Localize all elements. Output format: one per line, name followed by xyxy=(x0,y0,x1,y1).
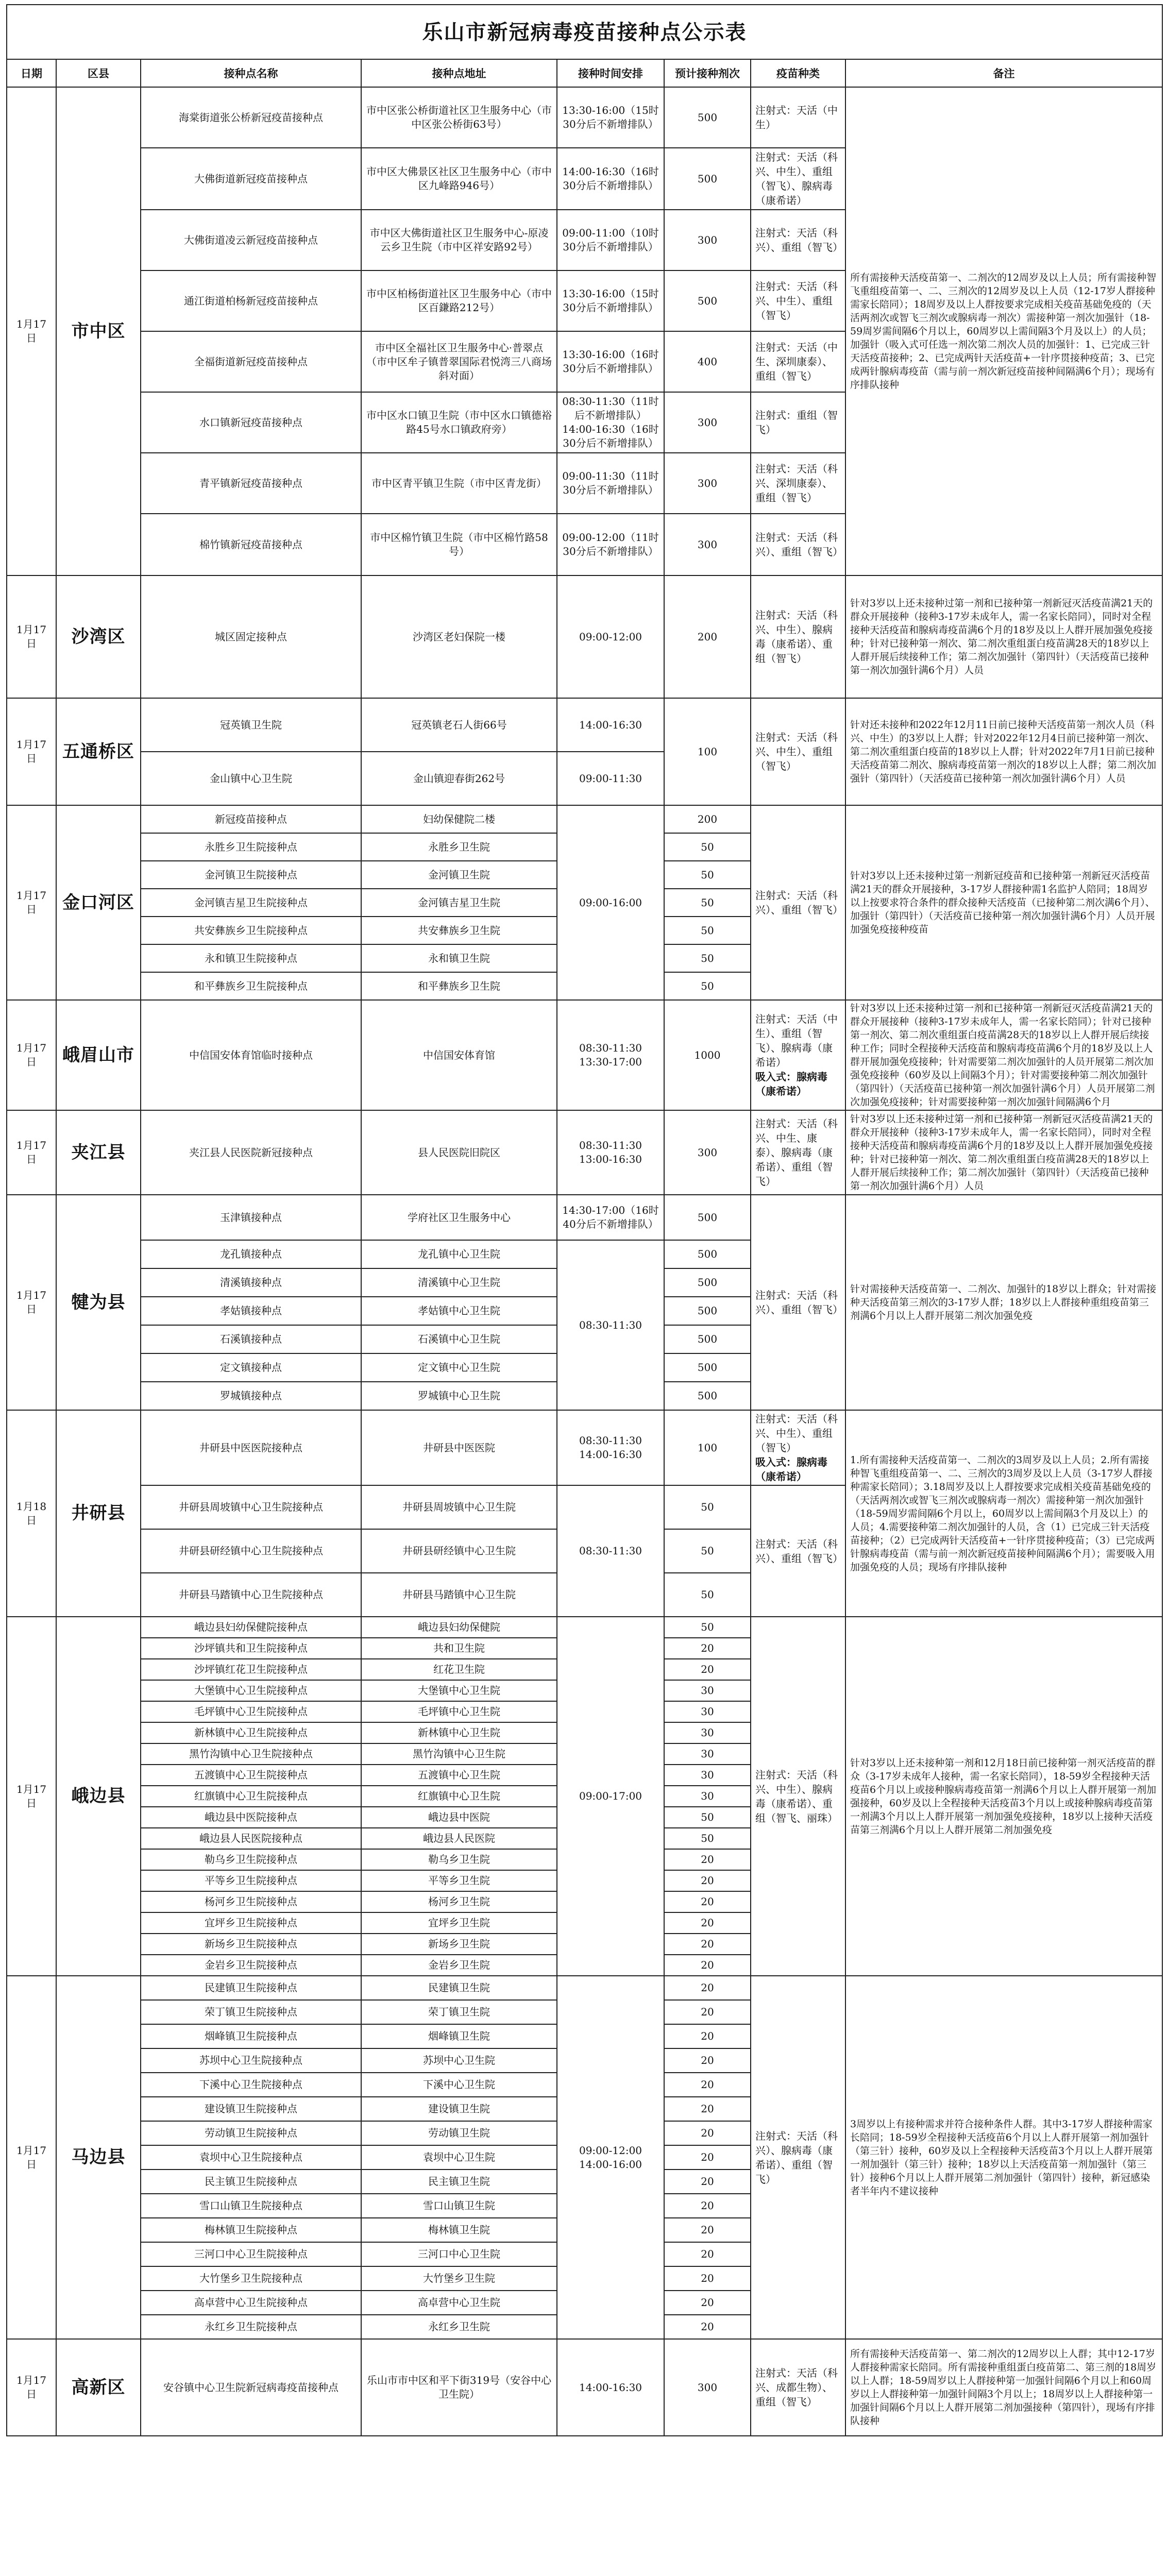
site-address-cell: 三河口中心卫生院 xyxy=(361,2242,557,2266)
site-name-cell: 袁坝中心卫生院接种点 xyxy=(141,2145,361,2170)
header-county: 区县 xyxy=(56,59,141,87)
doses-cell: 500 xyxy=(664,1268,751,1297)
site-name-cell: 五渡镇中心卫生院接种点 xyxy=(141,1765,361,1786)
site-address-cell: 孝姑镇中心卫生院 xyxy=(361,1297,557,1325)
doses-cell: 200 xyxy=(664,575,751,698)
doses-cell: 20 xyxy=(664,1934,751,1955)
site-address-cell: 毛坪镇中心卫生院 xyxy=(361,1701,557,1722)
site-address-cell: 井研县中医医院 xyxy=(361,1410,557,1485)
date-cell: 1月17日 xyxy=(7,2339,56,2436)
vaccine-inhaled-text: 吸入式：腺病毒（康希诺） xyxy=(755,1071,827,1097)
county-cell: 夹江县 xyxy=(56,1110,141,1195)
date-cell: 1月17日 xyxy=(7,1617,56,1976)
site-address-cell: 中信国安体育馆 xyxy=(361,1000,557,1110)
vaccine-injection-text: 注射式：天活（中生）、重组（智飞）、腺病毒（康希诺） xyxy=(755,1013,838,1069)
county-cell: 高新区 xyxy=(56,2339,141,2436)
site-address-cell: 乐山市市中区和平下街319号（安谷中心卫生院） xyxy=(361,2339,557,2436)
site-address-cell: 金山镇迎春街262号 xyxy=(361,752,557,805)
site-name-cell: 金山镇中心卫生院 xyxy=(141,752,361,805)
doses-cell: 30 xyxy=(664,1722,751,1743)
doses-cell: 300 xyxy=(664,210,751,270)
site-address-cell: 市中区青平镇卫生院（市中区青龙街） xyxy=(361,453,557,514)
site-name-cell: 梅林镇卫生院接种点 xyxy=(141,2218,361,2242)
date-cell: 1月17日 xyxy=(7,698,56,805)
vaccine-cell: 注射式：天活（科兴、中生）、重组（智飞）、腺病毒（康希诺） xyxy=(751,148,845,210)
vaccine-cell: 注射式：天活（科兴、深圳康泰）、重组（智飞） xyxy=(751,453,845,514)
site-address-cell: 平等乡卫生院 xyxy=(361,1870,557,1891)
doses-cell: 30 xyxy=(664,1786,751,1807)
site-address-cell: 共和卫生院 xyxy=(361,1638,557,1659)
site-name-cell: 三河口中心卫生院接种点 xyxy=(141,2242,361,2266)
schedule-cell: 13:30-16:00（15时30分后不新增排队） xyxy=(557,87,664,148)
site-name-cell: 峨边县中医院接种点 xyxy=(141,1807,361,1828)
site-name-cell: 峨边县人民医院接种点 xyxy=(141,1828,361,1849)
header-doses: 预计接种剂次 xyxy=(664,59,751,87)
site-address-cell: 烟峰镇卫生院 xyxy=(361,2024,557,2048)
site-address-cell: 市中区大佛景区社区卫生服务中心（市中区九峰路946号） xyxy=(361,148,557,210)
notes-cell: 针对3岁以上还未接种过第一剂和已接种第一剂新冠灭活疫苗满21天的群众开展接种（接种3-17岁未成年人，需一名家长陪同），同时对全程接种天活疫苗和腺病毒疫苗满6个月的18岁及以上人群开展加强免疫接种；针对已接种第一剂次、第二剂次重组蛋白疫苗满28天的18岁以上人群开展后续接种工作；第二剂次加强针（第四针）（天活疫苗已接种第一剂次加强针满6个月）人员 xyxy=(845,575,1162,698)
vaccination-table xyxy=(6,4,1163,2436)
site-address-cell: 荣丁镇卫生院 xyxy=(361,2000,557,2024)
doses-cell: 20 xyxy=(664,2024,751,2048)
doses-cell: 50 xyxy=(664,944,751,972)
vaccine-cell: 注射式：天活（科兴）、重组（智飞） xyxy=(751,514,845,575)
site-address-cell: 井研县研经镇中心卫生院 xyxy=(361,1529,557,1573)
county-cell: 五通桥区 xyxy=(56,698,141,805)
schedule-cell: 14:00-16:30 xyxy=(557,2339,664,2436)
doses-cell: 20 xyxy=(664,2315,751,2339)
page xyxy=(6,4,1162,2436)
site-name-cell: 定文镇接种点 xyxy=(141,1353,361,1382)
schedule-cell: 08:30-11:30 13:30-17:00 xyxy=(557,1000,664,1110)
county-cell: 峨边县 xyxy=(56,1617,141,1976)
site-address-cell: 袁坝中心卫生院 xyxy=(361,2145,557,2170)
schedule-cell: 14:00-16:30（16时30分后不新增排队） xyxy=(557,148,664,210)
date-cell: 1月17日 xyxy=(7,1000,56,1110)
site-name-cell: 宜坪乡卫生院接种点 xyxy=(141,1912,361,1934)
schedule-cell: 09:00-12:00 14:00-16:00 xyxy=(557,1976,664,2339)
schedule-cell: 08:30-11:30（11时后不新增排队）14:00-16:30（16时30分后不新增排队） xyxy=(557,392,664,453)
site-address-cell: 罗城镇中心卫生院 xyxy=(361,1382,557,1410)
site-address-cell: 民主镇卫生院 xyxy=(361,2170,557,2194)
doses-cell: 30 xyxy=(664,1765,751,1786)
doses-cell: 20 xyxy=(664,2145,751,2170)
site-name-cell: 全福街道新冠疫苗接种点 xyxy=(141,331,361,392)
site-address-cell: 民建镇卫生院 xyxy=(361,1976,557,2000)
vaccine-cell: 注射式：天活（科兴、中生）、重组（智飞） xyxy=(751,270,845,331)
table-row xyxy=(7,1000,1162,1110)
schedule-cell: 09:00-12:00（11时30分后不新增排队） xyxy=(557,514,664,575)
doses-cell: 50 xyxy=(664,1573,751,1617)
site-address-cell: 市中区全福社区卫生服务中心·普翠点（市中区牟子镇普翠国际君悦湾三八商场斜对面） xyxy=(361,331,557,392)
site-address-cell: 共安彝族乡卫生院 xyxy=(361,917,557,944)
site-address-cell: 峨边县中医院 xyxy=(361,1807,557,1828)
site-name-cell: 杨河乡卫生院接种点 xyxy=(141,1891,361,1912)
site-name-cell: 民主镇卫生院接种点 xyxy=(141,2170,361,2194)
site-address-cell: 高卓营中心卫生院 xyxy=(361,2291,557,2315)
vaccine-injection-text: 注射式：天活（科兴、中生）、重组（智飞） xyxy=(755,1413,838,1454)
site-address-cell: 清溪镇中心卫生院 xyxy=(361,1268,557,1297)
site-name-cell: 雪口山镇卫生院接种点 xyxy=(141,2194,361,2218)
county-cell: 井研县 xyxy=(56,1410,141,1617)
site-name-cell: 沙坪镇红花卫生院接种点 xyxy=(141,1659,361,1680)
doses-cell: 20 xyxy=(664,2291,751,2315)
site-name-cell: 金河镇吉星卫生院接种点 xyxy=(141,889,361,917)
doses-cell: 50 xyxy=(664,1529,751,1573)
site-name-cell: 玉津镇接种点 xyxy=(141,1195,361,1240)
site-address-cell: 苏坝中心卫生院 xyxy=(361,2048,557,2073)
schedule-cell: 09:00-17:00 xyxy=(557,1617,664,1976)
site-address-cell: 金河镇吉星卫生院 xyxy=(361,889,557,917)
site-address-cell: 妇幼保健院二楼 xyxy=(361,805,557,833)
site-name-cell: 棉竹镇新冠疫苗接种点 xyxy=(141,514,361,575)
site-name-cell: 黑竹沟镇中心卫生院接种点 xyxy=(141,1743,361,1765)
doses-cell: 300 xyxy=(664,514,751,575)
doses-cell: 20 xyxy=(664,2000,751,2024)
schedule-cell: 13:30-16:00（16时30分后不新增排队） xyxy=(557,331,664,392)
site-name-cell: 海棠街道张公桥新冠疫苗接种点 xyxy=(141,87,361,148)
doses-cell: 500 xyxy=(664,87,751,148)
table-body xyxy=(7,87,1162,2436)
doses-cell: 400 xyxy=(664,331,751,392)
site-address-cell: 市中区棉竹镇卫生院（市中区棉竹路58号） xyxy=(361,514,557,575)
doses-cell: 500 xyxy=(664,1325,751,1353)
site-name-cell: 民建镇卫生院接种点 xyxy=(141,1976,361,2000)
vaccine-cell: 注射式：天活（科兴、成都生物）、重组（智飞） xyxy=(751,2339,845,2436)
doses-cell: 500 xyxy=(664,1195,751,1240)
vaccine-cell: 注射式：天活（中生） xyxy=(751,87,845,148)
table-row xyxy=(7,87,1162,148)
site-name-cell: 罗城镇接种点 xyxy=(141,1382,361,1410)
table-row xyxy=(7,1976,1162,2000)
doses-cell: 20 xyxy=(664,2073,751,2097)
schedule-cell: 09:00-11:00（10时30分后不新增排队） xyxy=(557,210,664,270)
notes-cell: 针对还未接种和2022年12月11日前已接种天活疫苗第一剂次人员（科兴、中生）的3岁以上人群；针对2022年12月4日前已接种第一剂次、第二剂次重组蛋白疫苗的18岁以上人群；针对2022年7月1日前已接种天活疫苗第二剂次、腺病毒疫苗第一剂次的18岁以上人群；第二剂次加强针（第四针）（天活疫苗已接种第一剂次加强针满6个月）人员 xyxy=(845,698,1162,805)
vaccine-cell: 注射式：重组（智飞） xyxy=(751,392,845,453)
doses-cell: 20 xyxy=(664,1849,751,1870)
date-cell: 1月17日 xyxy=(7,87,56,575)
site-address-cell: 劳动镇卫生院 xyxy=(361,2121,557,2145)
vaccine-cell: 注射式：天活（科兴）、重组（智飞） xyxy=(751,1485,845,1617)
table-row xyxy=(7,1617,1162,1638)
site-name-cell: 永胜乡卫生院接种点 xyxy=(141,833,361,861)
site-address-cell: 雪口山镇卫生院 xyxy=(361,2194,557,2218)
site-address-cell: 下溪中心卫生院 xyxy=(361,2073,557,2097)
site-name-cell: 金河镇卫生院接种点 xyxy=(141,861,361,889)
site-name-cell: 石溪镇接种点 xyxy=(141,1325,361,1353)
site-name-cell: 龙孔镇接种点 xyxy=(141,1240,361,1268)
site-address-cell: 五渡镇中心卫生院 xyxy=(361,1765,557,1786)
site-name-cell: 大堡镇中心卫生院接种点 xyxy=(141,1680,361,1701)
doses-cell: 20 xyxy=(664,1659,751,1680)
site-address-cell: 红旗镇中心卫生院 xyxy=(361,1786,557,1807)
site-address-cell: 井研县马踏镇中心卫生院 xyxy=(361,1573,557,1617)
doses-cell: 20 xyxy=(664,1976,751,2000)
date-cell: 1月17日 xyxy=(7,1110,56,1195)
site-name-cell: 建设镇卫生院接种点 xyxy=(141,2097,361,2121)
doses-cell: 20 xyxy=(664,1870,751,1891)
site-address-cell: 市中区张公桥街道社区卫生服务中心（市中区张公桥街63号） xyxy=(361,87,557,148)
site-address-cell: 杨河乡卫生院 xyxy=(361,1891,557,1912)
doses-cell: 20 xyxy=(664,1638,751,1659)
table-row xyxy=(7,2339,1162,2436)
doses-cell: 500 xyxy=(664,148,751,210)
header-site-address: 接种点地址 xyxy=(361,59,557,87)
header-schedule: 接种时间安排 xyxy=(557,59,664,87)
doses-cell: 50 xyxy=(664,1617,751,1638)
vaccine-cell: 注射式：天活（科兴）、腺病毒（康希诺）、重组（智飞） xyxy=(751,1976,845,2339)
table-row xyxy=(7,1410,1162,1485)
vaccine-cell: 注射式：天活（科兴）、重组（智飞） xyxy=(751,1195,845,1410)
site-address-cell: 定文镇中心卫生院 xyxy=(361,1353,557,1382)
notes-cell: 所有需接种天活疫苗第一、第二剂次的12周岁以上人群；其中12-17岁人群接种需家长陪同。所有需接种重组蛋白疫苗第二、第三剂的18周岁以上人群；18-59周岁以上人群接种第一加强针间隔6个月以上和60周岁以上人群接种第一加强针间隔3个月以上；18周岁以上人群接种第一加强针间隔6个月以上人群开展第二剂加强接种（第四针），现场有序排队接种 xyxy=(845,2339,1162,2436)
doses-cell: 30 xyxy=(664,1701,751,1722)
site-name-cell: 勒乌乡卫生院接种点 xyxy=(141,1849,361,1870)
header-notes: 备注 xyxy=(845,59,1162,87)
doses-cell: 300 xyxy=(664,453,751,514)
doses-cell: 20 xyxy=(664,1912,751,1934)
site-address-cell: 县人民医院旧院区 xyxy=(361,1110,557,1195)
notes-cell: 3周岁以上有接种需求并符合接种条件人群。其中3-17岁人群接种需家长陪同；18-59岁全程接种天活疫苗6个月以上人群开展第一剂加强针（第三针）接种，60岁及以上全程接种天活疫苗3个月以上人群开展第一剂加强针（第三针）接种；18岁以上天活疫苗第一剂加强针（第三针）接种6个月以上人群开展第二剂加强针（第四针）接种，新冠感染者半年内不建议接种 xyxy=(845,1976,1162,2339)
doses-cell: 50 xyxy=(664,889,751,917)
doses-cell: 20 xyxy=(664,2218,751,2242)
header-site-name: 接种点名称 xyxy=(141,59,361,87)
site-name-cell: 新林镇中心卫生院接种点 xyxy=(141,1722,361,1743)
site-address-cell: 宜坪乡卫生院 xyxy=(361,1912,557,1934)
date-cell: 1月17日 xyxy=(7,1195,56,1410)
doses-cell: 100 xyxy=(664,1410,751,1485)
notes-cell: 针对3岁以上还未接种过第一剂新冠疫苗和已接种第一剂新冠灭活疫苗满21天的群众开展接种，3-17岁人群接种需1名监护人陪同；18周岁以上按要求符合条件的群众接种天活疫苗（已接种第二剂次满6个月）、加强针（第四针）（天活疫苗已接种第一剂次加强针满6个月）人员开展加强免疫接种疫苗 xyxy=(845,805,1162,1000)
county-cell: 金口河区 xyxy=(56,805,141,1000)
site-address-cell: 井研县周坡镇中心卫生院 xyxy=(361,1485,557,1529)
site-name-cell: 金岩乡卫生院接种点 xyxy=(141,1955,361,1976)
site-name-cell: 苏坝中心卫生院接种点 xyxy=(141,2048,361,2073)
site-address-cell: 红花卫生院 xyxy=(361,1659,557,1680)
doses-cell: 30 xyxy=(664,1743,751,1765)
table-row xyxy=(7,1195,1162,1240)
notes-cell: 针对3岁以上还未接种第一剂和12月18日前已接种第一剂灭活疫苗的群众（3-17岁未成年人接种，需一名家长陪同），18-59岁全程接种天活疫苗6个月以上或接种腺病毒疫苗第一剂满6个月以上人群开展第一剂加强接种，60岁及以上全程接种天活疫苗3个月以上或接种腺病毒疫苗第一剂满3个月以上人群开展第一剂加强免疫接种，18岁以上接种天活疫苗第三剂满6个月以上人群开展第二剂加强免疫 xyxy=(845,1617,1162,1976)
site-name-cell: 烟峰镇卫生院接种点 xyxy=(141,2024,361,2048)
table-row xyxy=(7,1110,1162,1195)
doses-cell: 1000 xyxy=(664,1000,751,1110)
site-address-cell: 永胜乡卫生院 xyxy=(361,833,557,861)
site-name-cell: 井研县周坡镇中心卫生院接种点 xyxy=(141,1485,361,1529)
doses-cell: 50 xyxy=(664,861,751,889)
date-cell: 1月17日 xyxy=(7,805,56,1000)
doses-cell: 500 xyxy=(664,1353,751,1382)
doses-cell: 50 xyxy=(664,1485,751,1529)
site-name-cell: 井研县研经镇中心卫生院接种点 xyxy=(141,1529,361,1573)
vaccine-cell xyxy=(751,1410,845,1485)
header-vaccine-type: 疫苗种类 xyxy=(751,59,845,87)
site-name-cell: 新场乡卫生院接种点 xyxy=(141,1934,361,1955)
county-cell: 峨眉山市 xyxy=(56,1000,141,1110)
vaccine-cell: 注射式：天活（科兴、中生）、腺病毒（康希诺）、重组（智飞、丽珠） xyxy=(751,1617,845,1976)
schedule-cell: 13:30-16:00（15时30分后不新增排队） xyxy=(557,270,664,331)
site-name-cell: 劳动镇卫生院接种点 xyxy=(141,2121,361,2145)
vaccine-cell: 注射式：天活（科兴、中生）、重组（智飞） xyxy=(751,698,845,805)
doses-cell: 20 xyxy=(664,2121,751,2145)
site-name-cell: 清溪镇接种点 xyxy=(141,1268,361,1297)
site-name-cell: 高卓营中心卫生院接种点 xyxy=(141,2291,361,2315)
site-address-cell: 大竹堡乡卫生院 xyxy=(361,2266,557,2291)
site-name-cell: 平等乡卫生院接种点 xyxy=(141,1870,361,1891)
doses-cell: 50 xyxy=(664,917,751,944)
site-address-cell: 黑竹沟镇中心卫生院 xyxy=(361,1743,557,1765)
site-name-cell: 孝姑镇接种点 xyxy=(141,1297,361,1325)
vaccine-cell: 注射式：天活（科兴）、重组（智飞） xyxy=(751,805,845,1000)
site-address-cell: 大堡镇中心卫生院 xyxy=(361,1680,557,1701)
doses-cell: 50 xyxy=(664,1807,751,1828)
doses-cell: 500 xyxy=(664,1240,751,1268)
doses-cell: 30 xyxy=(664,1680,751,1701)
schedule-cell: 08:30-11:30 14:00-16:30 xyxy=(557,1410,664,1485)
doses-cell: 20 xyxy=(664,2048,751,2073)
site-address-cell: 市中区水口镇卫生院（市中区水口镇德裕路45号水口镇政府旁） xyxy=(361,392,557,453)
county-cell: 沙湾区 xyxy=(56,575,141,698)
doses-cell: 20 xyxy=(664,1891,751,1912)
site-address-cell: 冠英镇老石人街66号 xyxy=(361,698,557,752)
table-row xyxy=(7,698,1162,752)
site-address-cell: 沙湾区老妇保院一楼 xyxy=(361,575,557,698)
schedule-cell: 08:30-11:30 xyxy=(557,1485,664,1617)
date-cell: 1月17日 xyxy=(7,1976,56,2339)
schedule-cell: 09:00-16:00 xyxy=(557,805,664,1000)
site-address-cell: 峨边县人民医院 xyxy=(361,1828,557,1849)
doses-cell: 50 xyxy=(664,833,751,861)
doses-cell: 50 xyxy=(664,1828,751,1849)
site-name-cell: 新冠疫苗接种点 xyxy=(141,805,361,833)
site-name-cell: 井研县中医医院接种点 xyxy=(141,1410,361,1485)
site-name-cell: 峨边县妇幼保健院接种点 xyxy=(141,1617,361,1638)
doses-cell: 20 xyxy=(664,1955,751,1976)
site-address-cell: 市中区柏杨街道社区卫生服务中心（市中区百鎌路212号） xyxy=(361,270,557,331)
county-cell: 市中区 xyxy=(56,87,141,575)
doses-cell: 20 xyxy=(664,2097,751,2121)
site-name-cell: 和平彝族乡卫生院接种点 xyxy=(141,972,361,1000)
notes-cell: 针对需接种天活疫苗第一、二剂次、加强针的18岁以上群众；针对需接种天活疫苗第三剂次的3-17岁人群；18岁以上人群接种重组疫苗第三剂满6个月以上人群开展第二剂次加强免疫 xyxy=(845,1195,1162,1410)
schedule-cell: 08:30-11:30 xyxy=(557,1240,664,1410)
site-name-cell: 大竹堡乡卫生院接种点 xyxy=(141,2266,361,2291)
site-name-cell: 荣丁镇卫生院接种点 xyxy=(141,2000,361,2024)
site-address-cell: 市中区大佛街道社区卫生服务中心-原凌云乡卫生院（市中区祥安路92号） xyxy=(361,210,557,270)
schedule-cell: 14:00-16:30 xyxy=(557,698,664,752)
site-name-cell: 城区固定接种点 xyxy=(141,575,361,698)
site-name-cell: 沙坪镇共和卫生院接种点 xyxy=(141,1638,361,1659)
site-name-cell: 下溪中心卫生院接种点 xyxy=(141,2073,361,2097)
vaccine-cell: 注射式：天活（科兴、中生）、腺病毒（康希诺）、重组（智飞） xyxy=(751,575,845,698)
vaccine-cell xyxy=(751,1000,845,1110)
schedule-cell: 08:30-11:30 13:00-16:30 xyxy=(557,1110,664,1195)
site-name-cell: 大佛街道凌云新冠疫苗接种点 xyxy=(141,210,361,270)
site-name-cell: 井研县马踏镇中心卫生院接种点 xyxy=(141,1573,361,1617)
notes-cell: 针对3岁以上还未接种过第一剂和已接种第一剂新冠灭活疫苗满21天的群众开展接种（接种3-17岁未成年人，需一名家长陪同），同时对全程接种天活疫苗和腺病毒疫苗满6个月的18岁及以上人群开展加强免疫接种；针对已接种第一剂次、第二剂次重组蛋白疫苗满28天的18岁以上人群开展后续接种工作；第二剂次加强针（第四针）（天活疫苗已接种第一剂次加强针满6个月）人员 xyxy=(845,1110,1162,1195)
date-cell: 1月17日 xyxy=(7,575,56,698)
doses-cell: 20 xyxy=(664,2170,751,2194)
header-date: 日期 xyxy=(7,59,56,87)
site-address-cell: 石溪镇中心卫生院 xyxy=(361,1325,557,1353)
page-title: 乐山市新冠病毒疫苗接种点公示表 xyxy=(7,5,1162,59)
site-name-cell: 冠英镇卫生院 xyxy=(141,698,361,752)
county-cell: 马边县 xyxy=(56,1976,141,2339)
table-row xyxy=(7,805,1162,833)
vaccine-cell: 注射式：天活（中生、深圳康泰）、重组（智飞） xyxy=(751,331,845,392)
site-name-cell: 通江街道柏杨新冠疫苗接种点 xyxy=(141,270,361,331)
date-cell: 1月18日 xyxy=(7,1410,56,1617)
doses-cell: 500 xyxy=(664,1297,751,1325)
doses-cell: 20 xyxy=(664,2194,751,2218)
notes-cell: 针对3岁以上还未接种过第一剂和已接种第一剂新冠灭活疫苗满21天的群众开展接种（接种3-17岁未成年人，需一名家长陪同）；针对已接种第一剂次、第二剂次重组蛋白疫苗满28天的18岁以上人群开展后续接种工作；同时全程接种天活疫苗和腺病毒疫苗满6个月的18岁及以上人群开展加强免疫接种；针对需要第二剂次加强针的人员开展第二剂次加强免疫接种（60岁及以上间隔3个月）；针对需要接种第二剂次加强针（第四针）（天活疫苗已接种第一剂次加强针满6个月）人员开展第二剂次加强免疫接种；针对需要接种第一剂次加强针间隔满6个月 xyxy=(845,1000,1162,1110)
site-address-cell: 新场乡卫生院 xyxy=(361,1934,557,1955)
doses-cell: 100 xyxy=(664,698,751,805)
site-name-cell: 安谷镇中心卫生院新冠病毒疫苗接种点 xyxy=(141,2339,361,2436)
notes-cell: 1.所有需接种天活疫苗第一、二剂次的3周岁及以上人员；2.所有需接种智飞重组疫苗第一、二、三剂次的3周岁及以上人员（3-17岁人群接种需家长陪同）；3.18周岁及以上人群按要求完成相关疫苗基础免疫的（天活两剂次或智飞三剂次或腺病毒一剂次）需接种第一剂次加强针（18-59周岁需间隔6个月以上，60周岁以上需间隔3个月及以上）的人员；4.需要接种第二剂次加强针的人员，含（1）已完成三针天活疫苗接种；（2）已完成两针天活疫苗+一针序贯接种疫苗；（3）已完成两针腺病毒疫苗（需与前一剂次新冠疫苗接种间隔满6个月）；需要吸入用加强免疫的人员；现场有序排队接种 xyxy=(845,1410,1162,1617)
site-address-cell: 新林镇中心卫生院 xyxy=(361,1722,557,1743)
schedule-cell: 14:30-17:00（16时40分后不新增排队） xyxy=(557,1195,664,1240)
site-address-cell: 勒乌乡卫生院 xyxy=(361,1849,557,1870)
schedule-cell: 09:00-12:00 xyxy=(557,575,664,698)
doses-cell: 20 xyxy=(664,2242,751,2266)
doses-cell: 500 xyxy=(664,1382,751,1410)
doses-cell: 300 xyxy=(664,2339,751,2436)
site-name-cell: 毛坪镇中心卫生院接种点 xyxy=(141,1701,361,1722)
vaccine-cell: 注射式：天活（科兴、中生、康泰）、腺病毒（康希诺）、重组（智飞） xyxy=(751,1110,845,1195)
site-name-cell: 水口镇新冠疫苗接种点 xyxy=(141,392,361,453)
site-address-cell: 龙孔镇中心卫生院 xyxy=(361,1240,557,1268)
table-row xyxy=(7,575,1162,698)
site-address-cell: 永红乡卫生院 xyxy=(361,2315,557,2339)
schedule-cell: 09:00-11:30 xyxy=(557,752,664,805)
site-name-cell: 共安彝族乡卫生院接种点 xyxy=(141,917,361,944)
site-name-cell: 青平镇新冠疫苗接种点 xyxy=(141,453,361,514)
doses-cell: 50 xyxy=(664,972,751,1000)
site-name-cell: 大佛街道新冠疫苗接种点 xyxy=(141,148,361,210)
vaccine-inhaled-text: 吸入式：腺病毒（康希诺） xyxy=(755,1456,827,1483)
site-name-cell: 永红乡卫生院接种点 xyxy=(141,2315,361,2339)
site-address-cell: 金河镇卫生院 xyxy=(361,861,557,889)
site-name-cell: 红旗镇中心卫生院接种点 xyxy=(141,1786,361,1807)
site-address-cell: 学府社区卫生服务中心 xyxy=(361,1195,557,1240)
site-address-cell: 梅林镇卫生院 xyxy=(361,2218,557,2242)
doses-cell: 300 xyxy=(664,392,751,453)
doses-cell: 200 xyxy=(664,805,751,833)
doses-cell: 20 xyxy=(664,2266,751,2291)
site-address-cell: 建设镇卫生院 xyxy=(361,2097,557,2121)
site-name-cell: 中信国安体育馆临时接种点 xyxy=(141,1000,361,1110)
site-address-cell: 金岩乡卫生院 xyxy=(361,1955,557,1976)
doses-cell: 300 xyxy=(664,1110,751,1195)
site-name-cell: 夹江县人民医院新冠接种点 xyxy=(141,1110,361,1195)
doses-cell: 500 xyxy=(664,270,751,331)
site-address-cell: 永和镇卫生院 xyxy=(361,944,557,972)
schedule-cell: 09:00-11:30（11时30分后不新增排队） xyxy=(557,453,664,514)
notes-cell: 所有需接种天活疫苗第一、二剂次的12周岁及以上人员；所有需接种智飞重组疫苗第一、二、三剂次的12周岁及以上人员（12-17岁人群接种需家长陪同）；18周岁及以上人群按要求完成相关疫苗基础免疫的（天活两剂次或智飞三剂次或腺病毒一剂次）需接种第一剂次加强针（18-59周岁需间隔6个月以上，60周岁以上需间隔3个月及以上）的人员；加强针（吸入式可任选一剂次第二剂次人员的加强针：1、已完成三针天活疫苗接种；2、已完成两针天活疫苗+一针序贯接种疫苗；3、已完成两针腺病毒疫苗（需与前一剂次新冠疫苗接种间隔满6个月）；现场有序排队接种 xyxy=(845,87,1162,575)
county-cell: 犍为县 xyxy=(56,1195,141,1410)
site-name-cell: 永和镇卫生院接种点 xyxy=(141,944,361,972)
site-address-cell: 峨边县妇幼保健院 xyxy=(361,1617,557,1638)
site-address-cell: 和平彝族乡卫生院 xyxy=(361,972,557,1000)
vaccine-cell: 注射式：天活（科兴）、重组（智飞） xyxy=(751,210,845,270)
